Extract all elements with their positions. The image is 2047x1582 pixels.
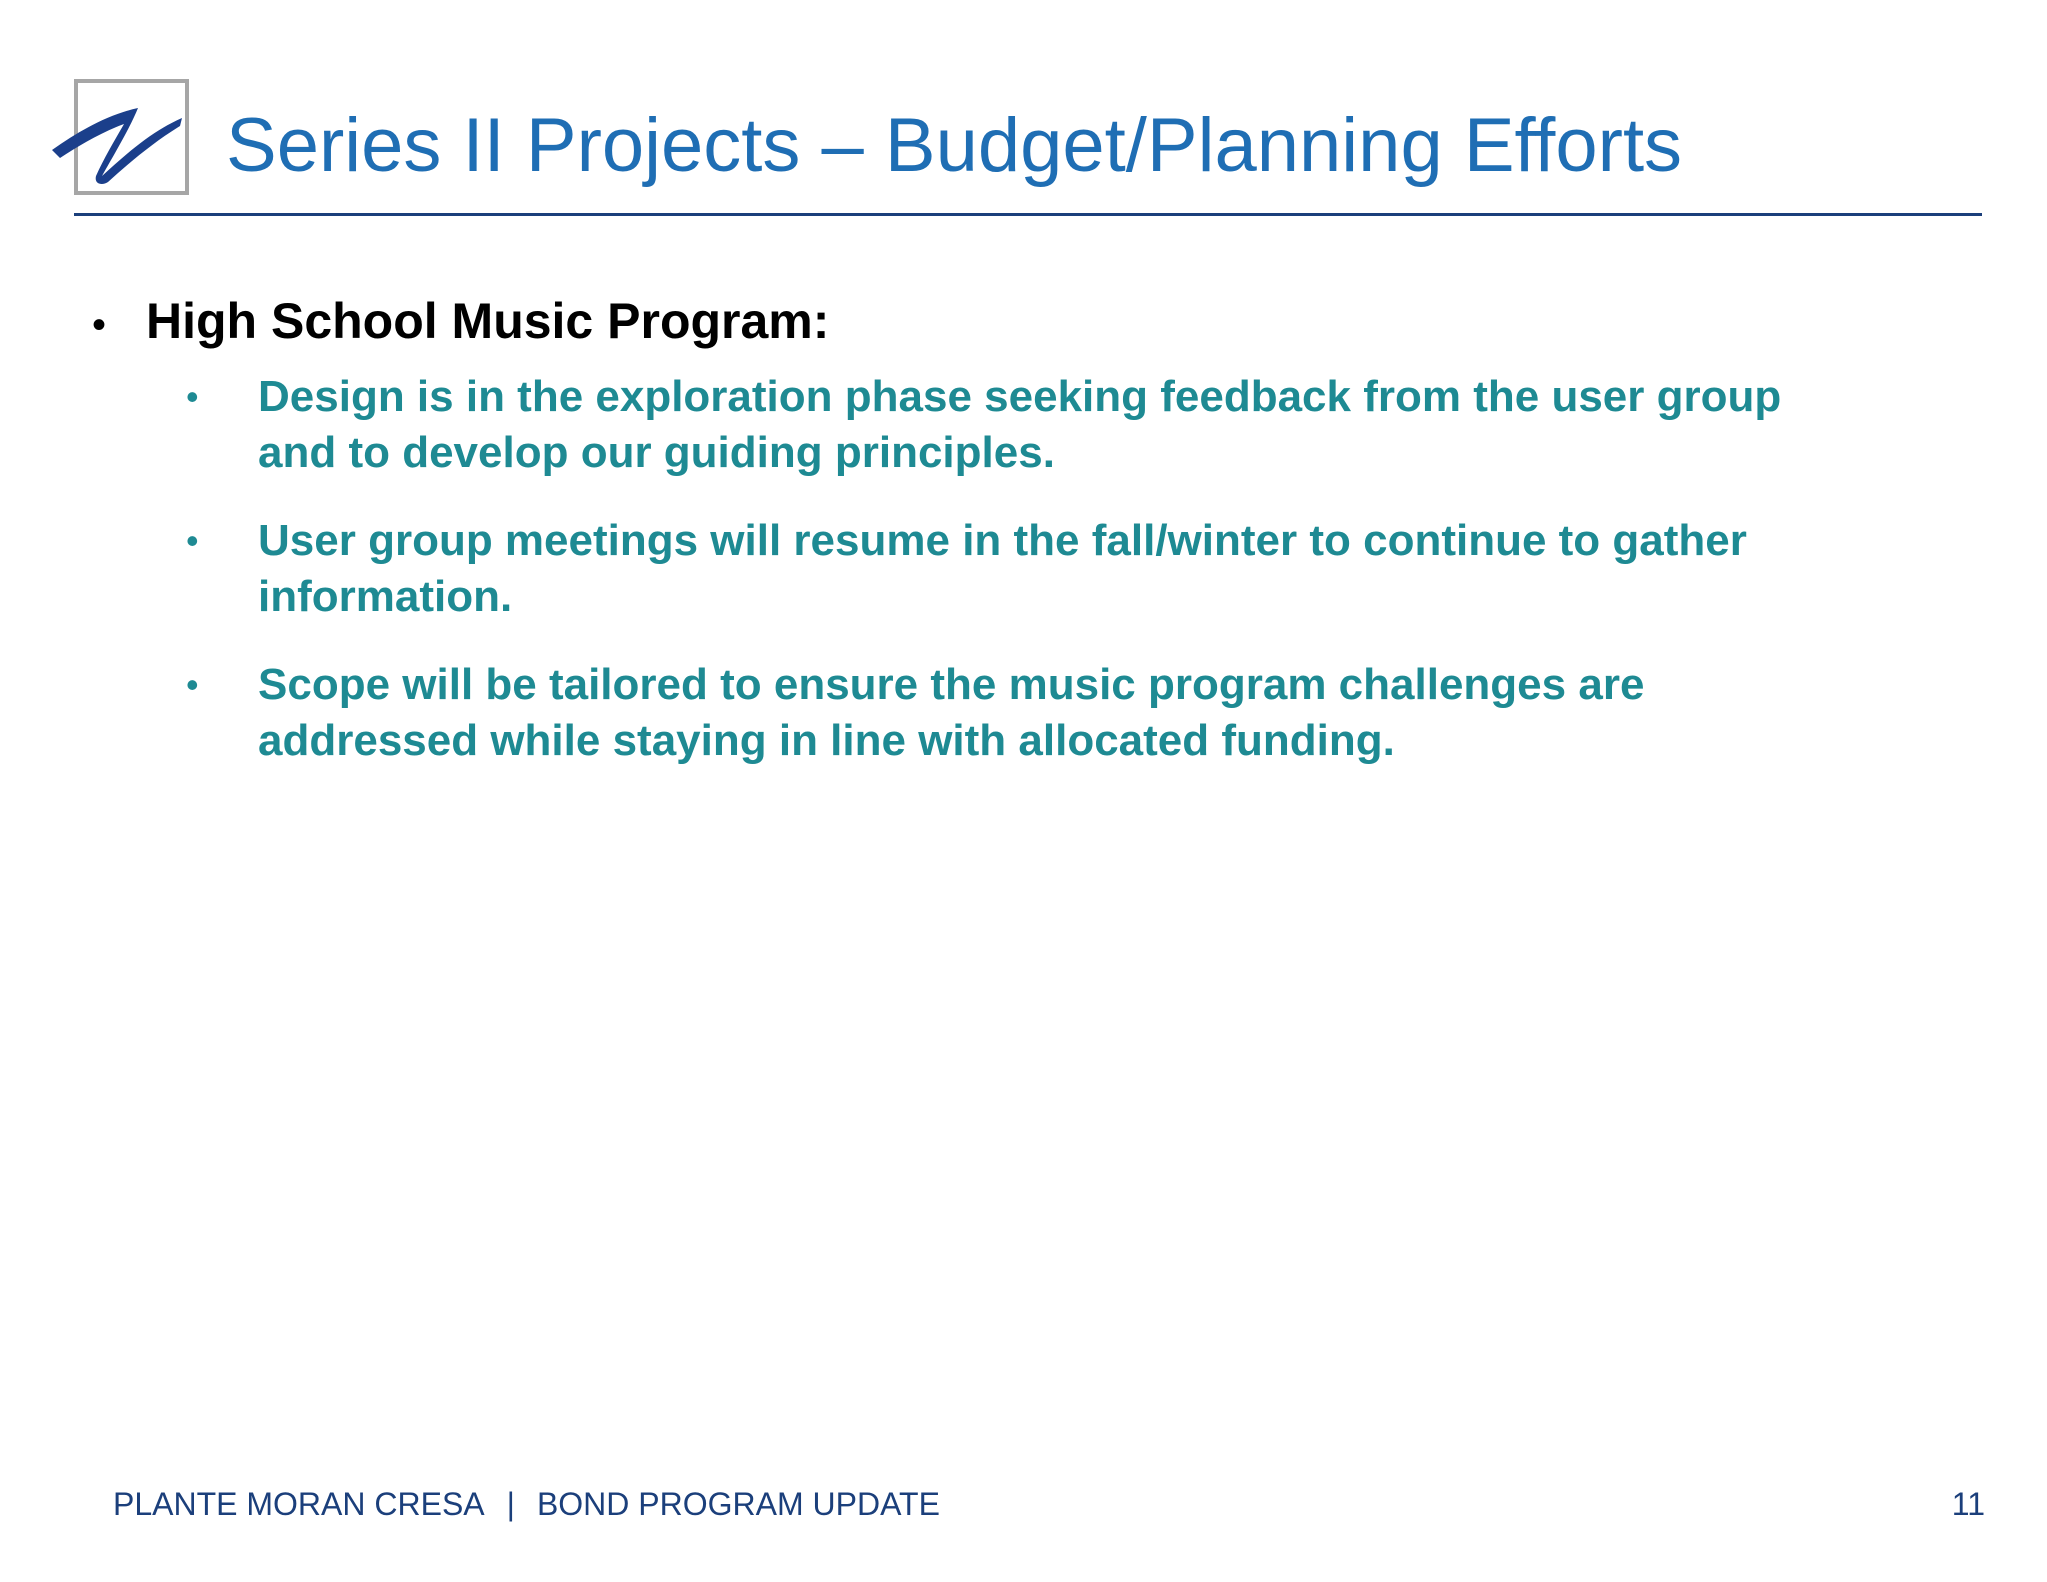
top-level-bullet — [92, 292, 829, 350]
list-item — [186, 657, 1806, 769]
footer — [113, 1486, 940, 1523]
list-item — [186, 513, 1806, 625]
footer-company: PLANTE MORAN CRESA — [113, 1486, 485, 1522]
sub-bullet-list — [186, 369, 1806, 801]
bullet-marker: • — [92, 303, 107, 347]
plante-moran-logo-icon — [50, 78, 190, 196]
footer-document-title: BOND PROGRAM UPDATE — [536, 1486, 940, 1522]
list-item-text: User group meetings will resume in the fall/winter to continue to gather information. — [258, 516, 1747, 621]
bullet-marker: • — [186, 664, 199, 705]
bullet-marker: • — [186, 520, 199, 561]
bullet-marker: • — [186, 376, 199, 417]
list-item-text: Scope will be tailored to ensure the music program challenges are addressed while staying in line with allocated funding. — [258, 660, 1645, 765]
footer-separator: | — [506, 1486, 515, 1522]
page-number: 11 — [1951, 1486, 1985, 1522]
page-title: Series II Projects – Budget/Planning Efforts — [226, 103, 1683, 188]
list-item — [186, 369, 1806, 481]
logo-graphic — [50, 78, 190, 196]
title-divider — [74, 213, 1982, 216]
logo-swoosh — [52, 108, 182, 184]
section-heading: High School Music Program: — [146, 293, 830, 349]
list-item-text: Design is in the exploration phase seeking feedback from the user group and to develop our guiding principles. — [258, 372, 1782, 477]
